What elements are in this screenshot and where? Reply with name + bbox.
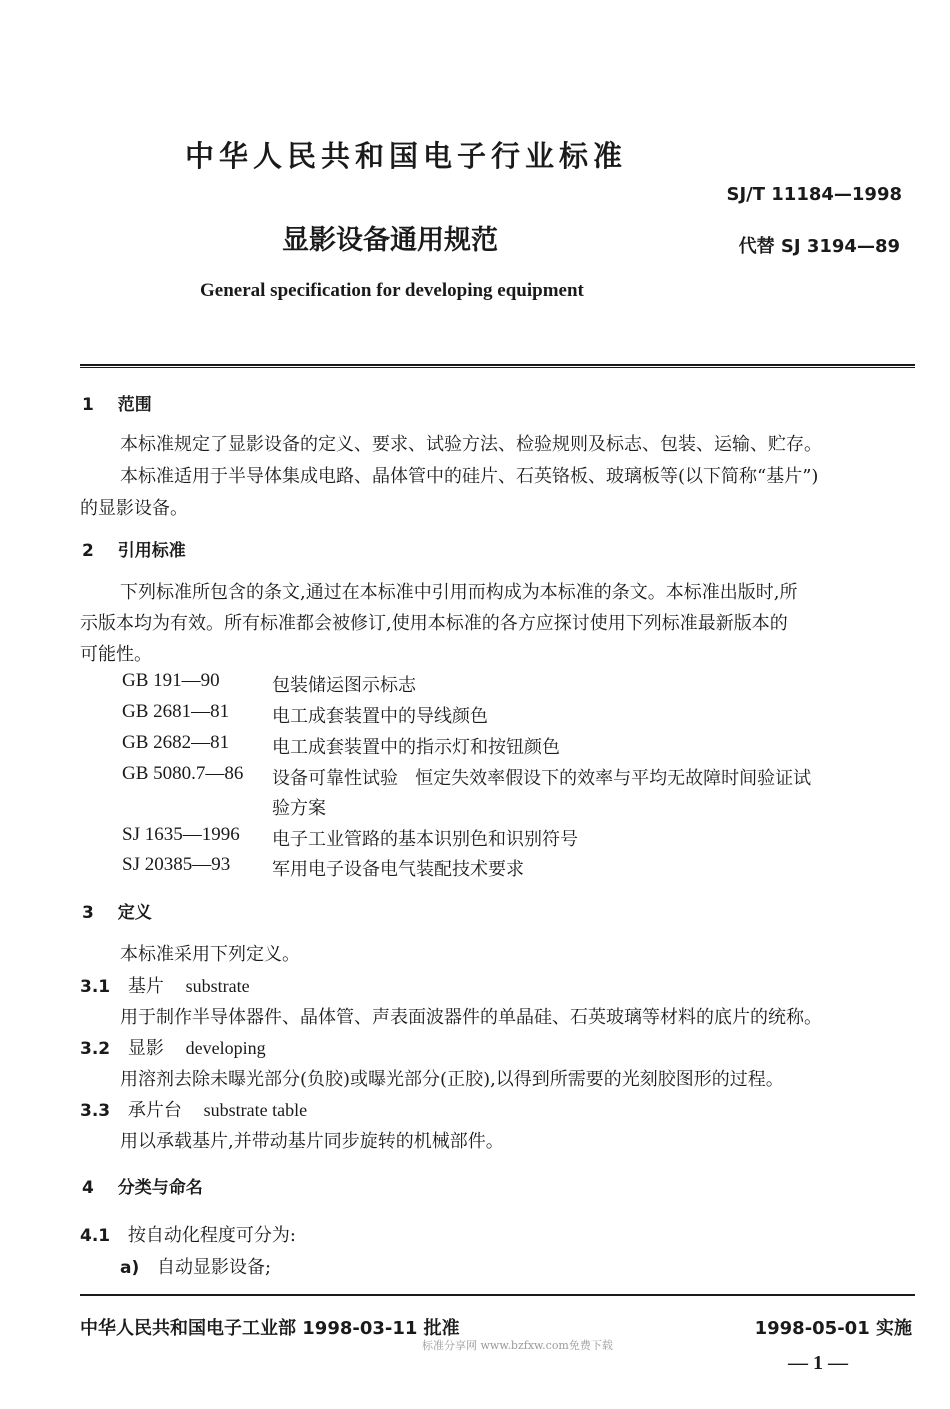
definition-text: 用以承载基片,并带动基片同步旋转的机械部件。	[120, 1131, 504, 1152]
section-number: 1	[82, 395, 94, 415]
reference-title: 军用电子设备电气装配技术要求	[272, 859, 524, 880]
definition-term: 显影	[127, 1038, 164, 1059]
definition-text: 用溶剂去除未曝光部分(负胶)或曝光部分(正胶),以得到所需要的光刻胶图形的过程。	[120, 1069, 784, 1090]
footer-divider	[80, 1294, 915, 1296]
section-title: 引用标准	[117, 541, 186, 561]
definition-number: 3.1	[80, 977, 111, 997]
list-item	[120, 1253, 271, 1279]
list-item-text: 自动显影设备;	[156, 1257, 272, 1278]
section-3-heading	[82, 898, 152, 923]
section-2-heading	[82, 536, 186, 561]
header-divider	[80, 364, 915, 366]
section-1-heading	[82, 390, 152, 415]
section-title: 分类与命名	[117, 1178, 203, 1198]
reference-code: GB 191—90	[122, 670, 220, 691]
section-title: 定义	[117, 903, 152, 923]
approval-statement: 中华人民共和国电子工业部 1998-03-11 批准	[80, 1318, 460, 1339]
definition-term-en: developing	[185, 1038, 266, 1058]
replaces-standard: 代替 SJ 3194—89	[738, 236, 900, 257]
reference-title: 电工成套装置中的导线颜色	[272, 706, 488, 727]
reference-title: 电工成套装置中的指示灯和按钮颜色	[272, 737, 560, 758]
definition-term: 承片台	[127, 1100, 182, 1121]
org-title: 中华人民共和国电子行业标准	[185, 139, 628, 173]
definition-term: 基片	[127, 976, 164, 997]
watermark: 标准分享网 www.bzfxw.com免费下载	[422, 1339, 613, 1352]
subsection-text: 按自动化程度可分为:	[127, 1225, 296, 1246]
reference-code: GB 5080.7—86	[122, 763, 244, 784]
definition-heading	[80, 1096, 307, 1122]
effective-date: 1998-05-01 实施	[754, 1318, 912, 1339]
subsection-4-1	[80, 1221, 296, 1247]
paragraph: 本标准适用于半导体集成电路、晶体管中的硅片、石英铬板、玻璃板等(以下简称“基片”)	[120, 466, 819, 487]
definition-text: 用于制作半导体器件、晶体管、声表面波器件的单晶硅、石英玻璃等材料的底片的统称。	[120, 1007, 822, 1028]
list-item-label: a)	[120, 1258, 140, 1278]
section-number: 3	[82, 903, 94, 923]
section-4-heading	[82, 1173, 203, 1198]
paragraph: 本标准规定了显影设备的定义、要求、试验方法、检验规则及标志、包装、运输、贮存。	[120, 434, 822, 455]
reference-code: SJ 20385—93	[122, 854, 231, 875]
definition-heading	[80, 1034, 266, 1060]
header-divider-thin	[80, 367, 915, 368]
reference-code: GB 2682—81	[122, 732, 230, 753]
definition-term-en: substrate table	[203, 1100, 308, 1120]
english-title: General specification for developing equipment	[200, 280, 584, 301]
reference-title: 设备可靠性试验 恒定失效率假设下的效率与平均无故障时间验证试	[272, 768, 812, 789]
paragraph: 示版本均为有效。所有标准都会被修订,使用本标准的各方应探讨使用下列标准最新版本的	[80, 613, 788, 634]
section-number: 2	[82, 541, 94, 561]
definition-term-en: substrate	[185, 976, 250, 996]
paragraph: 本标准采用下列定义。	[120, 944, 300, 965]
reference-title: 电子工业管路的基本识别色和识别符号	[272, 829, 578, 850]
paragraph: 可能性。	[80, 644, 152, 665]
page-number: — 1 —	[788, 1352, 848, 1374]
definition-number: 3.2	[80, 1039, 111, 1059]
reference-code: SJ 1635—1996	[122, 824, 240, 845]
standard-code: SJ/T 11184—1998	[726, 184, 902, 205]
definition-heading	[80, 972, 250, 998]
reference-title: 包装储运图示标志	[272, 675, 416, 696]
document-title: 显影设备通用规范	[282, 225, 498, 256]
definition-number: 3.3	[80, 1101, 111, 1121]
subsection-number: 4.1	[80, 1226, 111, 1246]
reference-code: GB 2681—81	[122, 701, 230, 722]
paragraph: 下列标准所包含的条文,通过在本标准中引用而构成为本标准的条文。本标准出版时,所	[120, 582, 798, 603]
paragraph: 的显影设备。	[80, 498, 188, 519]
section-title: 范围	[117, 395, 152, 415]
section-number: 4	[82, 1178, 94, 1198]
reference-title-continued: 验方案	[272, 798, 326, 819]
